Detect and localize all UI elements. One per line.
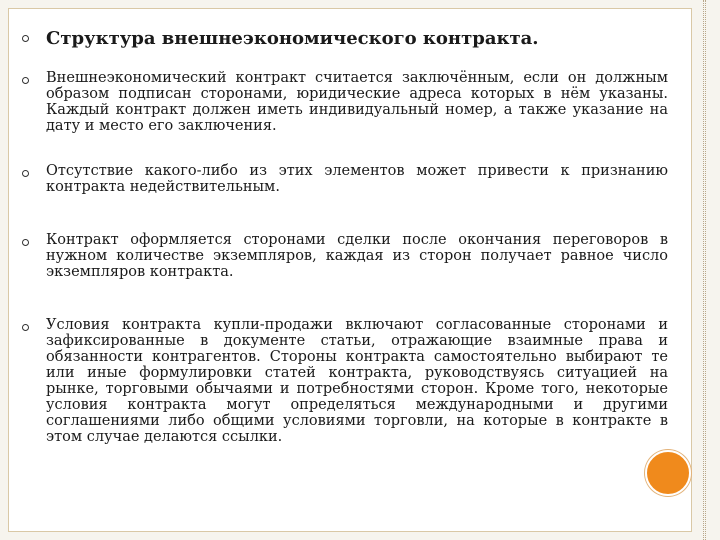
slide-title: Структура внешнеэкономического контракта. [46, 28, 539, 49]
bullet-item-1 [18, 70, 668, 134]
bullet-item-4 [18, 317, 668, 445]
circle-bullet-icon [22, 324, 29, 331]
bullet-text: Контракт оформляется сторонами сделки после окончания переговоров в нужном количестве экземпляров, каждая из сторон получает равное число экземпляров контракта. [46, 232, 668, 280]
slide-content [18, 18, 668, 445]
bullet-text: Условия контракта купли-продажи включают согласованные сторонами и зафиксированные в документе статьи, отражающие взаимные права и обязанности контрагентов. Стороны контракта самостоятельно выбирают те или иные формулировки статей контракта, руководствуясь ситуацией на рынке, торговыми обычаями и потребностями сторон. Кроме того, некоторые условия контракта могут определяться международными и другими соглашениями либо общими условиями торговли, на которые в контракте в этом случае делаются ссылки. [46, 317, 668, 445]
decorative-edge-line [703, 0, 706, 540]
accent-circle-icon [645, 450, 691, 496]
circle-bullet-icon [22, 170, 29, 177]
bullet-title [18, 28, 668, 50]
bullet-text: Отсутствие какого-либо из этих элементов может привести к признанию контракта недействительным. [46, 163, 668, 195]
circle-bullet-icon [22, 77, 29, 84]
circle-bullet-icon [22, 239, 29, 246]
bullet-item-3 [18, 232, 668, 280]
bullet-text: Внешнеэкономический контракт считается заключённым, если он должным образом подписан сторонами, юридические адреса которых в нём указаны. Каждый контракт должен иметь индивидуальный номер, а также указание на дату и место его заключения. [46, 70, 668, 134]
bullet-item-2 [18, 163, 668, 195]
circle-bullet-icon [22, 35, 29, 42]
